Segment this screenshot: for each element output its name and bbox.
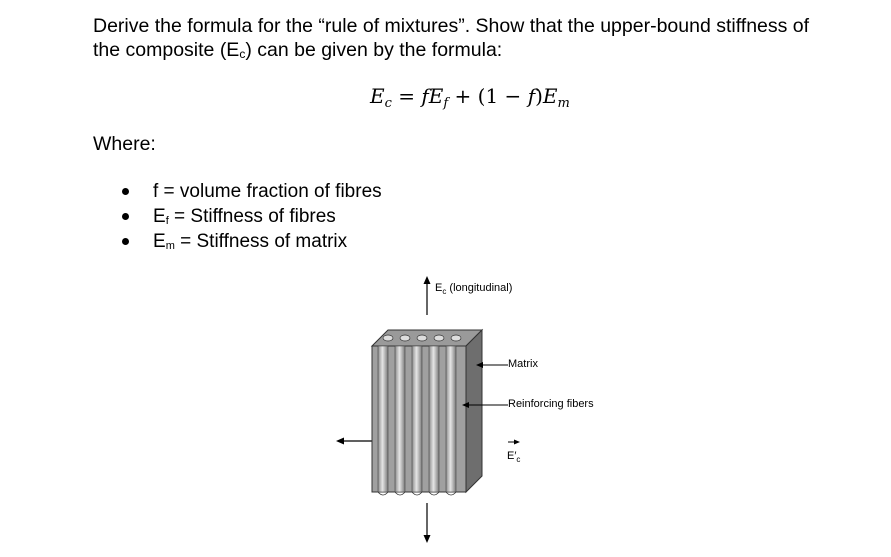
longitudinal-label-text: (longitudinal) — [446, 282, 513, 294]
composite-block-illustration — [320, 270, 640, 550]
definition-symbol: E — [153, 206, 166, 227]
question-line-2-pre: the composite (E — [93, 39, 240, 61]
top-arrow-head — [424, 276, 431, 284]
formula-f1: f — [421, 84, 429, 108]
bullet-icon — [122, 188, 129, 195]
formula-plus: + (1 − — [448, 84, 528, 108]
definition-list — [118, 179, 382, 254]
left-arrow-head — [336, 438, 344, 445]
bullet-icon — [122, 238, 129, 245]
fiber-end — [383, 335, 393, 341]
transverse-label-sub: c — [516, 455, 521, 465]
rule-of-mixtures-formula — [370, 84, 570, 111]
transverse-label — [507, 450, 520, 464]
definition-symbol-sub: f — [165, 215, 169, 227]
formula-lhs: E — [370, 84, 385, 108]
definition-item — [118, 204, 382, 229]
formula-e2: E — [542, 84, 558, 108]
fiber — [446, 346, 456, 492]
composite-diagram — [320, 270, 640, 550]
reinforcing-fibers-label: Reinforcing fibers — [508, 398, 594, 410]
formula-f2: f — [527, 84, 536, 108]
longitudinal-label — [435, 282, 512, 296]
fiber-end — [434, 335, 444, 341]
definition-item — [118, 229, 382, 254]
where-label: Where: — [93, 133, 156, 155]
definition-item — [118, 179, 382, 204]
ec-prime-arrow-head — [514, 440, 520, 445]
formula-e1-sub: f — [443, 96, 449, 111]
matrix-label: Matrix — [508, 358, 538, 370]
fiber — [429, 346, 439, 492]
formula-lhs-sub: c — [384, 96, 392, 111]
definition-text: = Stiffness of fibres — [168, 206, 336, 227]
bottom-arrow-head — [424, 535, 431, 543]
definition-text: = Stiffness of matrix — [174, 231, 348, 252]
fiber — [412, 346, 422, 492]
fiber-end — [417, 335, 427, 341]
longitudinal-label-symbol: E — [435, 282, 443, 294]
definition-text: f = volume fraction of fibres — [153, 181, 382, 202]
definition-symbol: E — [153, 231, 166, 252]
block-side-face — [466, 330, 482, 492]
fiber — [395, 346, 405, 492]
fiber-end — [400, 335, 410, 341]
formula-close: ) — [535, 84, 543, 108]
bullet-icon — [122, 213, 129, 220]
question-line-2-post: ) can be given by the formula: — [245, 39, 503, 61]
formula-e2-sub: m — [557, 96, 570, 111]
question-line-1: Derive the formula for the “rule of mixtures”. Show that the upper-bound stiffness of — [93, 15, 810, 37]
question-line-2-sub: c — [239, 47, 246, 61]
fiber-end — [451, 335, 461, 341]
definition-symbol-sub: m — [165, 240, 175, 252]
fiber — [378, 346, 388, 492]
formula-equals: = — [391, 84, 422, 108]
longitudinal-label-sub: c — [442, 287, 447, 297]
question-text — [93, 14, 873, 66]
formula-e1: E — [428, 84, 444, 108]
question-line-2 — [93, 38, 873, 66]
transverse-label-symbol: E′ — [507, 450, 517, 462]
